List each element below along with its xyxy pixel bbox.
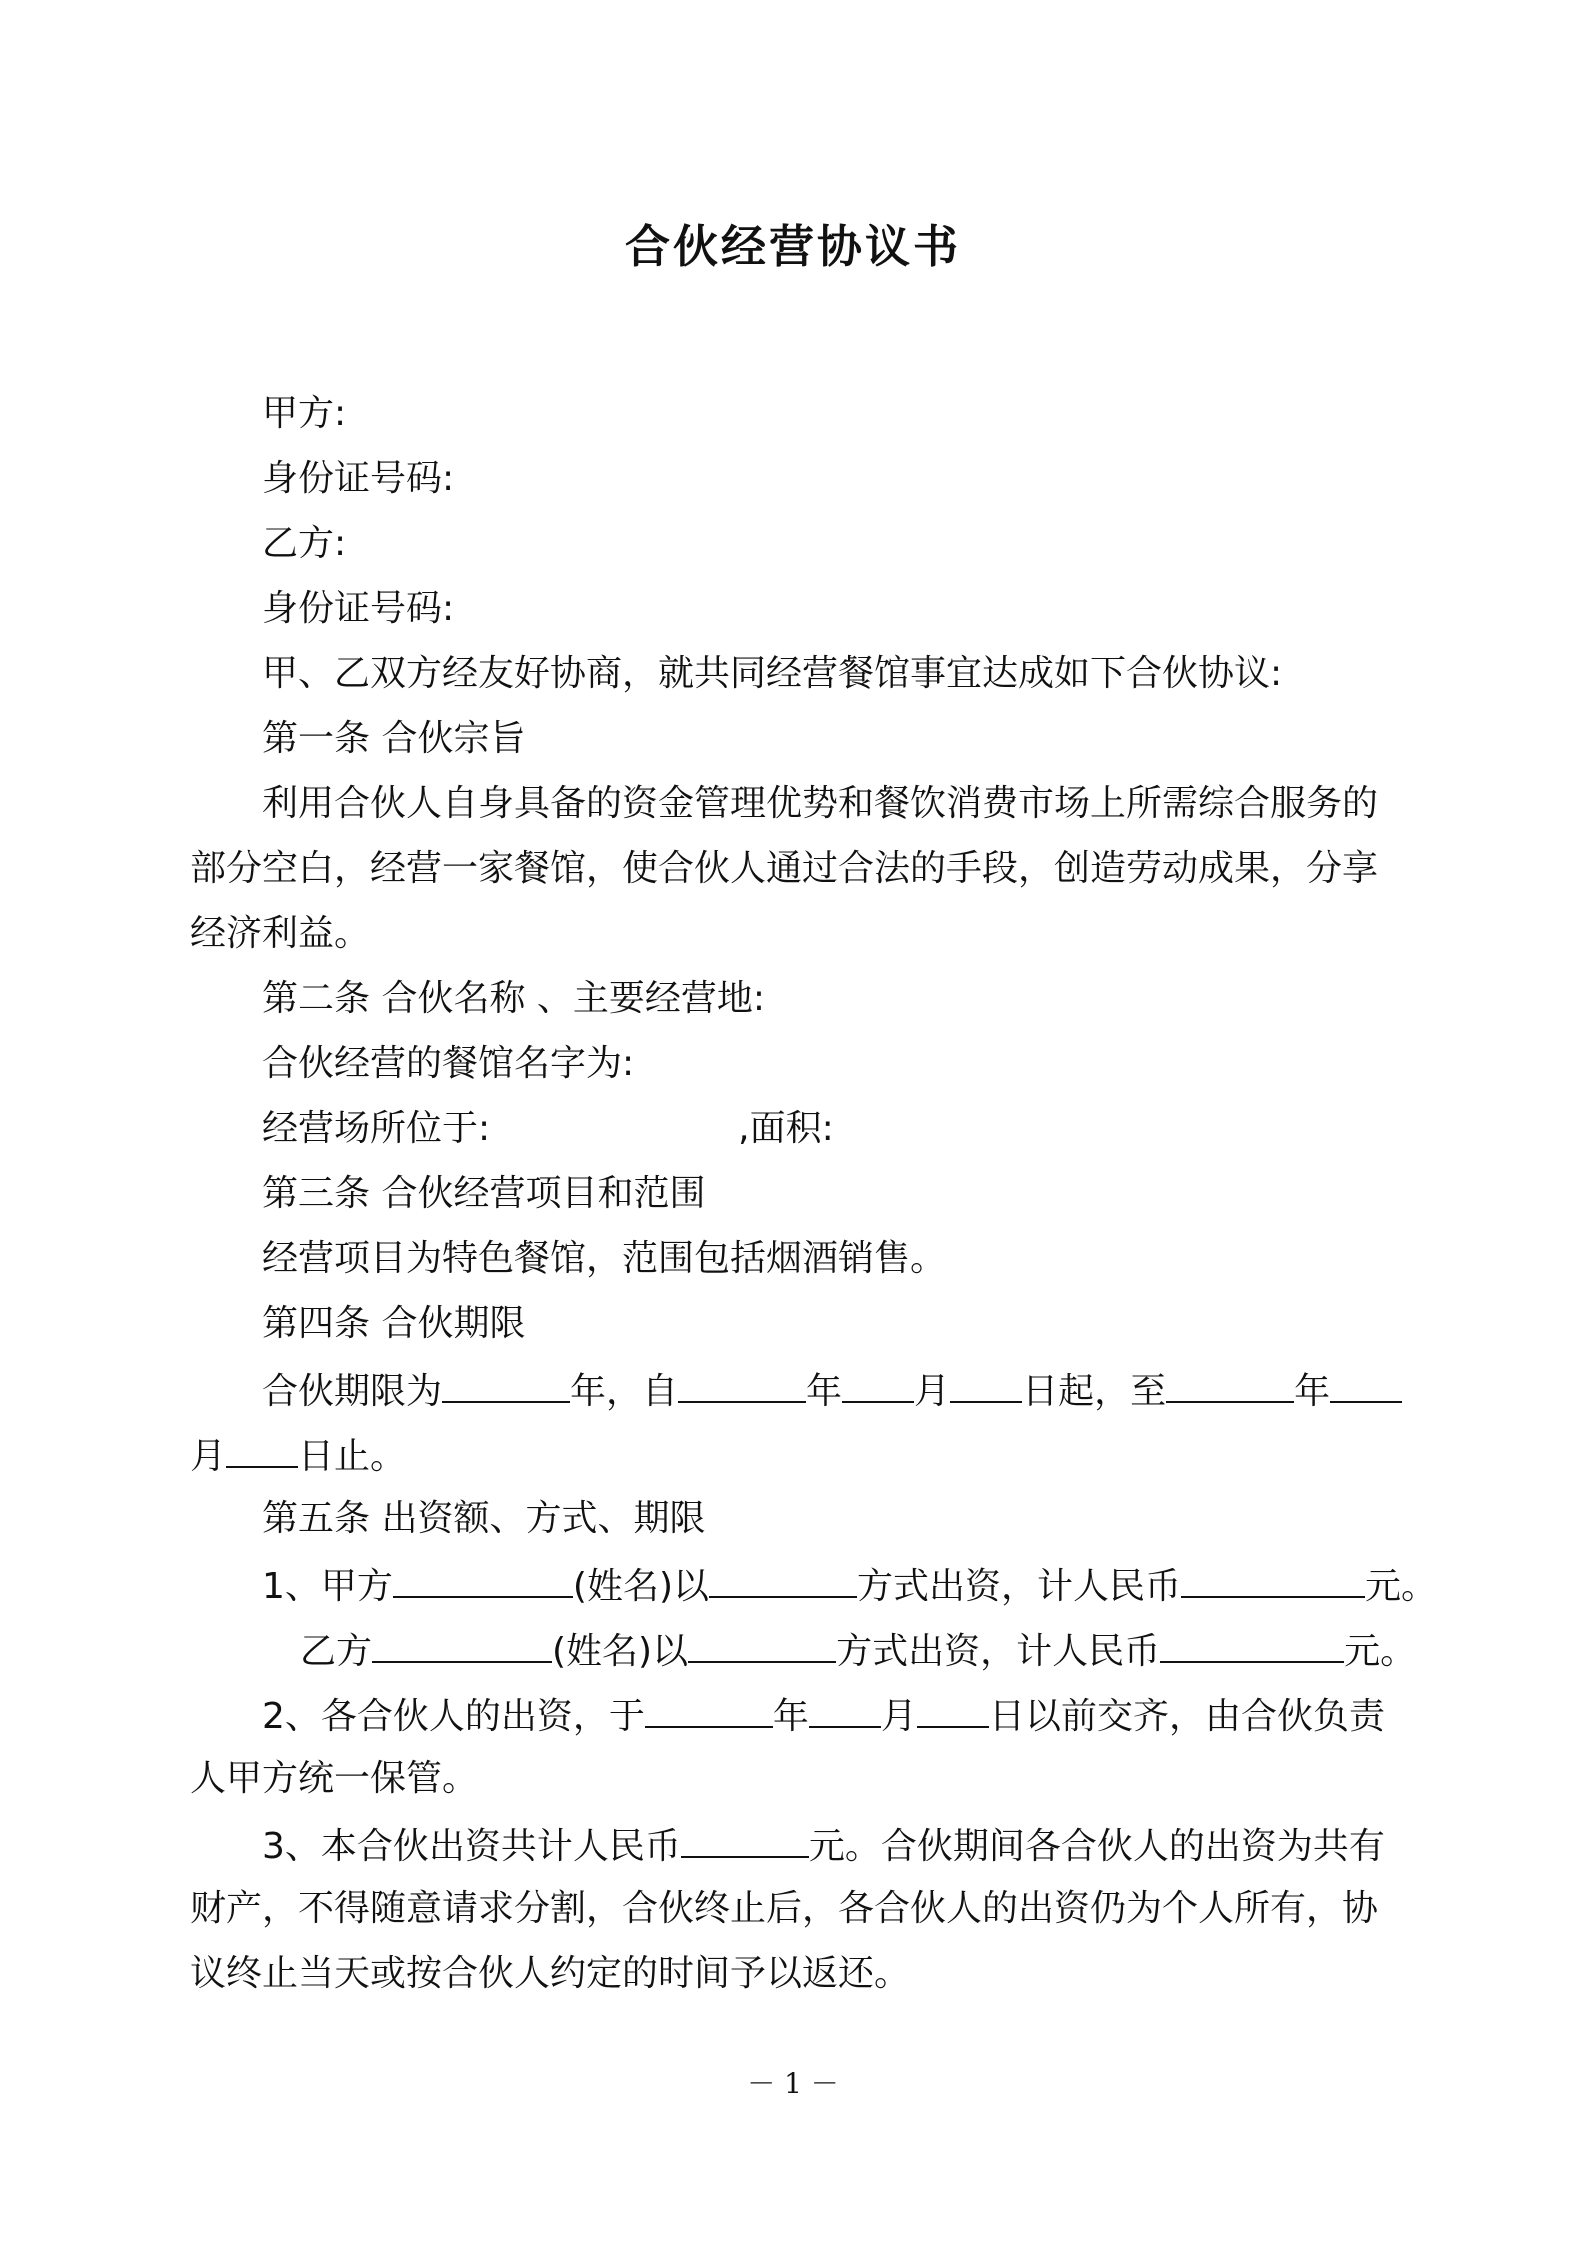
clause-2-text: 2、各合伙人的出资，于: [262, 1696, 645, 1737]
article-5-heading: 第五条 出资额、方式、期限: [262, 1498, 706, 1539]
party-b-method-blank[interactable]: [688, 1627, 836, 1663]
contribution-text: (姓名)以: [572, 1566, 709, 1607]
article-1-text-line: 利用合伙人自身具备的资金管理优势和餐饮消费市场上所需综合服务的: [262, 783, 1379, 824]
term-line-2: [190, 1432, 406, 1479]
deadline-month-blank[interactable]: [809, 1692, 881, 1728]
contribution-text: 方式出资，计人民币: [836, 1631, 1161, 1672]
article-3-text: 经营项目为特色餐馆，范围包括烟酒销售。: [262, 1238, 947, 1279]
page-number: － 1 －: [747, 2067, 839, 2100]
restaurant-name-label: 合伙经营的餐馆名字为:: [262, 1043, 635, 1084]
end-day-blank[interactable]: [226, 1432, 298, 1468]
contribution-text: 方式出资，计人民币: [857, 1566, 1182, 1607]
clause-2-line: [262, 1692, 1385, 1739]
clause-2-text: 日以前交齐，由合伙负责: [988, 1696, 1385, 1737]
contribution-a-line: [262, 1562, 1437, 1609]
party-a-id-label: 身份证号码:: [262, 458, 455, 499]
deadline-year-blank[interactable]: [645, 1692, 773, 1728]
party-a-label: 甲方:: [262, 393, 347, 434]
term-text: 合伙期限为: [262, 1371, 443, 1412]
contribution-text: 元。: [1365, 1566, 1438, 1607]
party-a-name-blank[interactable]: [393, 1562, 573, 1598]
intro-paragraph: 甲、乙双方经友好协商，就共同经营餐馆事宜达成如下合伙协议:: [262, 653, 1283, 694]
contribution-b-prefix: 乙方: [300, 1631, 373, 1672]
location-label: 经营场所位于:: [262, 1108, 491, 1149]
article-1-text-line: 经济利益。: [190, 913, 371, 954]
party-a-method-blank[interactable]: [709, 1562, 857, 1598]
clause-2-text: 月: [880, 1696, 917, 1737]
term-text: 日止。: [298, 1436, 407, 1477]
article-2-heading: 第二条 合伙名称 、主要经营地:: [262, 978, 766, 1019]
clause-2-text: 年: [772, 1696, 809, 1737]
article-4-heading: 第四条 合伙期限: [262, 1303, 526, 1344]
party-b-label: 乙方:: [262, 523, 347, 564]
party-b-amount-blank[interactable]: [1160, 1627, 1344, 1663]
clause-3-text: 元。合伙期间各合伙人的出资为共有: [808, 1826, 1385, 1867]
clause-3-line: [262, 1822, 1385, 1869]
deadline-day-blank[interactable]: [917, 1692, 989, 1728]
term-text: 年，自: [570, 1371, 679, 1412]
end-year-blank[interactable]: [1166, 1367, 1294, 1403]
contribution-b-line: [300, 1627, 1416, 1674]
clause-3-text: 3、本合伙出资共计人民币: [262, 1826, 681, 1867]
start-month-blank[interactable]: [842, 1367, 914, 1403]
term-line: [262, 1367, 1402, 1414]
clause-2-line-2: 人甲方统一保管。: [190, 1758, 479, 1799]
end-month-blank[interactable]: [1330, 1367, 1402, 1403]
contribution-text: (姓名)以: [552, 1631, 689, 1672]
term-text: 日起，至: [1022, 1371, 1167, 1412]
start-day-blank[interactable]: [950, 1367, 1022, 1403]
article-3-heading: 第三条 合伙经营项目和范围: [262, 1173, 706, 1214]
clause-3-line-2: 财产，不得随意请求分割，合伙终止后，各合伙人的出资仍为个人所有，协: [190, 1888, 1379, 1929]
article-1-heading: 第一条 合伙宗旨: [262, 718, 526, 759]
total-amount-blank[interactable]: [681, 1822, 809, 1858]
party-a-amount-blank[interactable]: [1181, 1562, 1365, 1598]
area-label: ,面积:: [738, 1108, 834, 1149]
term-text: 年: [806, 1371, 843, 1412]
party-b-name-blank[interactable]: [372, 1627, 552, 1663]
term-text: 月: [190, 1436, 227, 1477]
location-line: [262, 1107, 834, 1151]
term-years-blank[interactable]: [442, 1367, 570, 1403]
article-1-text-line: 部分空白，经营一家餐馆，使合伙人通过合法的手段，创造劳动成果，分享: [190, 848, 1379, 889]
party-b-id-label: 身份证号码:: [262, 588, 455, 629]
contribution-text: 元。: [1344, 1631, 1417, 1672]
term-text: 月: [914, 1371, 951, 1412]
clause-3-line-3: 议终止当天或按合伙人约定的时间予以返还。: [190, 1953, 911, 1994]
term-text: 年: [1294, 1371, 1331, 1412]
start-year-blank[interactable]: [678, 1367, 806, 1403]
document-title: 合伙经营协议书: [624, 220, 961, 273]
contribution-a-prefix: 1、甲方: [262, 1566, 393, 1607]
